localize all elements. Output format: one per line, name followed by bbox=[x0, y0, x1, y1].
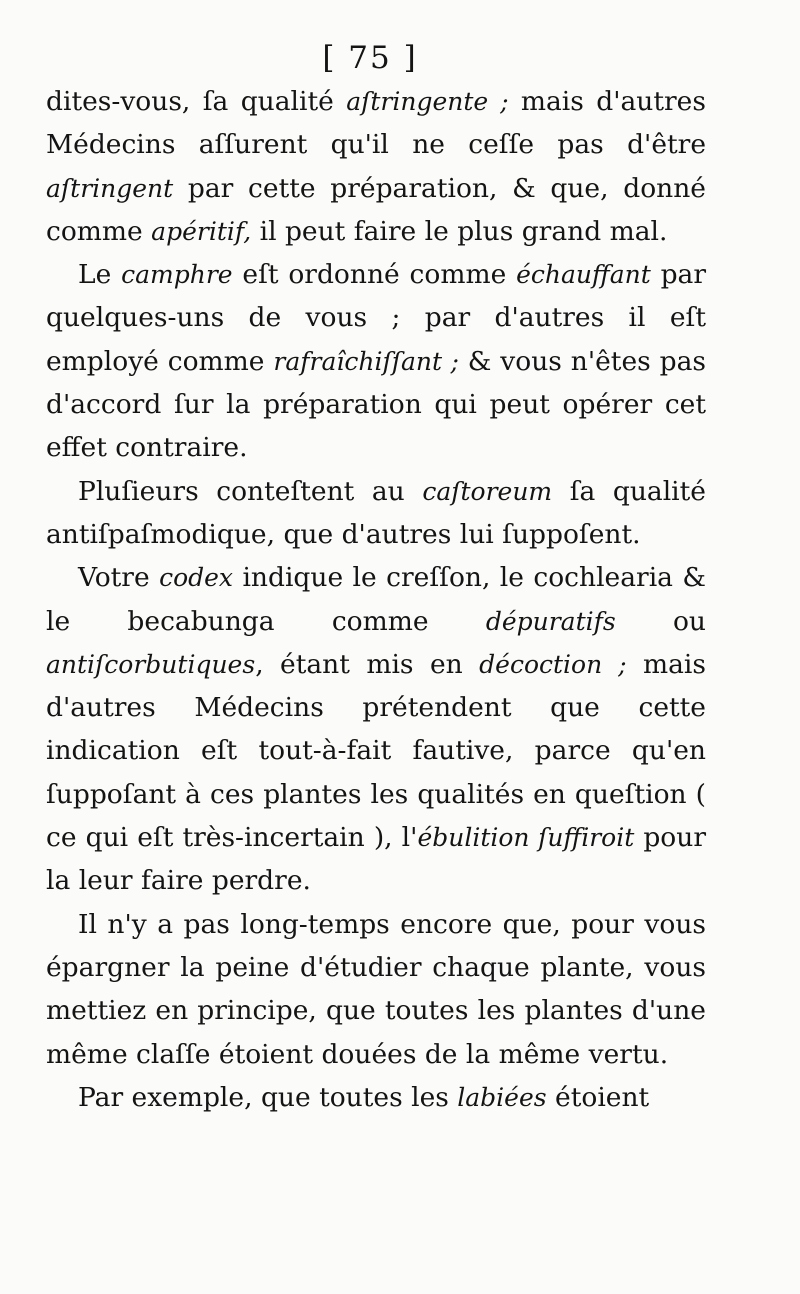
text-run: Votre bbox=[78, 562, 160, 594]
text-run: & vous n'êtes pas d'accord ſur la préparation qui peut opérer cet effet contraire. bbox=[46, 345, 706, 464]
paragraph bbox=[46, 470, 706, 557]
text-run: Le bbox=[78, 259, 122, 291]
text-run: mais d'autres Médecins aſſurent qu'il ne ceſſe pas d'être bbox=[46, 86, 706, 161]
text-run: par quelques-uns de vous ; par d'autres il eſt employé comme bbox=[46, 259, 706, 377]
text-run: Pluſieurs conteſtent au bbox=[78, 475, 423, 507]
italic-text: ébulition ſuffiroit bbox=[417, 823, 635, 853]
text-run: indique le creſſon, le cochlearia & le becabunga comme bbox=[46, 562, 706, 637]
page-number: [ 75 ] bbox=[322, 40, 418, 76]
text-run: mais d'autres Médecins prétendent que cette indication eſt tout-à-fait fautive, parce qu'en ſuppoſant à ces plantes les qualités en queſtion ( ce qui eſt très-incertain ), l' bbox=[46, 648, 706, 854]
italic-text: camphre bbox=[121, 260, 233, 290]
text-run: pour la leur faire perdre. bbox=[46, 822, 706, 897]
italic-text: caſtoreum bbox=[422, 476, 553, 506]
text-run: il peut faire le plus grand mal. bbox=[251, 215, 668, 247]
paragraph bbox=[46, 1076, 706, 1119]
italic-text: aſtringente ; bbox=[346, 87, 509, 116]
italic-text: labiées bbox=[457, 1082, 547, 1112]
text-run: eſt ordonné comme bbox=[232, 259, 517, 291]
paragraph bbox=[46, 556, 706, 902]
text-run: Il n'y a pas long-temps encore que, pour vous épargner la peine d'étudier chaque plante, vous mettiez en principe, que toutes les plantes d'une même claſſe étoient douées de la même vertu. bbox=[46, 908, 706, 1070]
text-run: dites-vous, ſa qualité bbox=[46, 86, 347, 117]
italic-text: décoction ; bbox=[479, 649, 627, 679]
text-run: , étant mis en bbox=[255, 648, 480, 680]
italic-text: antiſcorbutiques bbox=[46, 649, 256, 679]
body-text bbox=[46, 80, 706, 1119]
paragraph bbox=[46, 80, 706, 253]
text-run: ſa qualité antiſpaſmodique, que d'autres lui ſuppoſent. bbox=[46, 475, 706, 550]
paragraph bbox=[46, 253, 706, 469]
text-run: ou bbox=[615, 605, 706, 637]
paragraph bbox=[46, 903, 706, 1076]
italic-text: aſtringent bbox=[46, 173, 174, 203]
italic-text: rafraîchiſſant ; bbox=[273, 346, 459, 376]
text-run: étoient bbox=[546, 1081, 650, 1113]
text-run: Par exemple, que toutes les bbox=[78, 1081, 458, 1113]
italic-text: apéritif, bbox=[151, 216, 252, 246]
italic-text: échauffant bbox=[516, 260, 651, 290]
italic-text: codex bbox=[159, 563, 234, 593]
italic-text: dépuratifs bbox=[485, 606, 616, 636]
text-run: par cette préparation, & que, donné comme bbox=[46, 172, 706, 247]
